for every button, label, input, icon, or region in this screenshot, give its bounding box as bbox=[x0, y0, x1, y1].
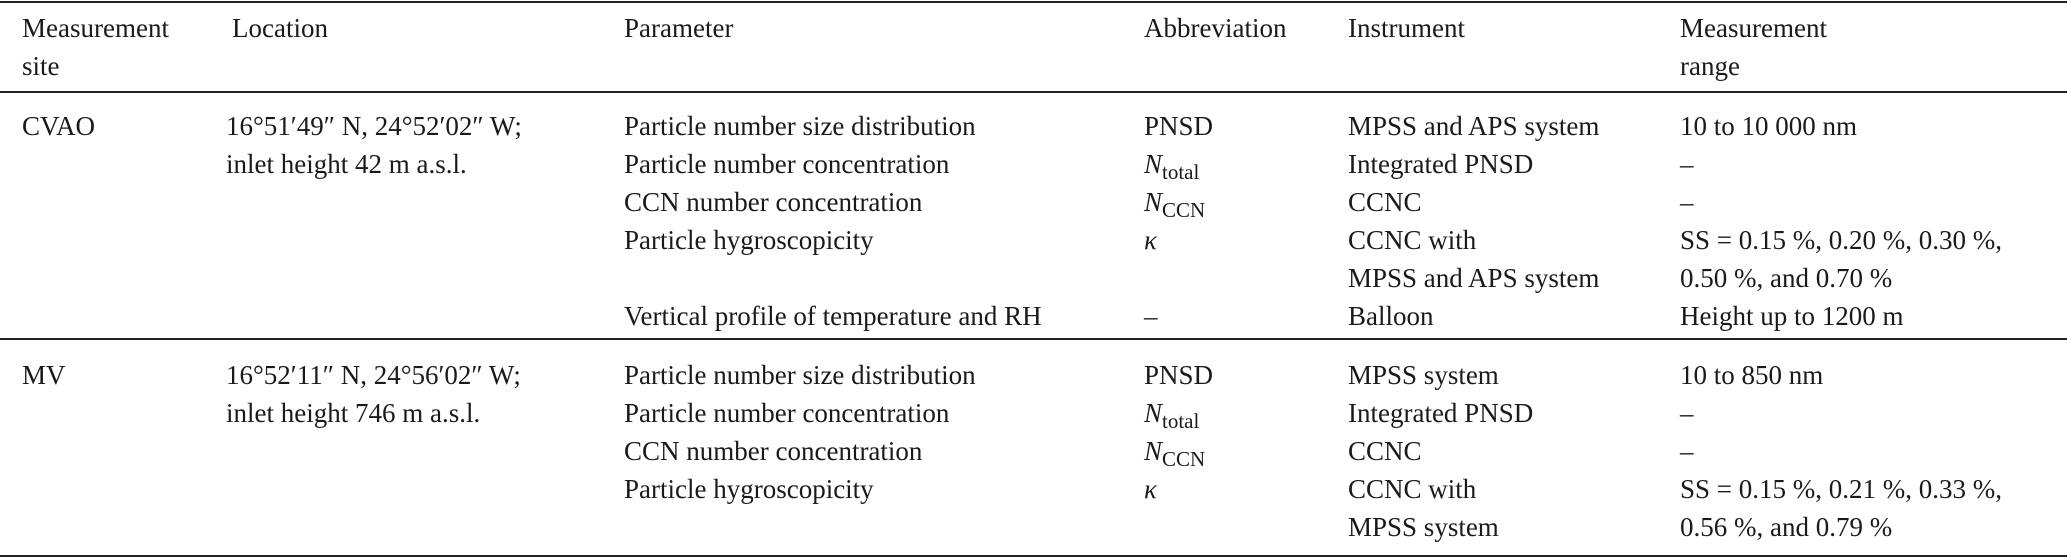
range-mv-2: – bbox=[1680, 398, 1694, 428]
instrument-mv-5: MPSS system bbox=[1348, 512, 1499, 542]
range-cvao-3: – bbox=[1680, 187, 1694, 217]
range-mv-1: 10 to 850 nm bbox=[1680, 360, 1824, 390]
location-cvao-line2: inlet height 42 m a.s.l. bbox=[226, 149, 467, 179]
header-instrument: Instrument bbox=[1348, 13, 1465, 43]
abbr-main: N bbox=[1144, 187, 1163, 217]
header-location: Location bbox=[232, 13, 328, 43]
abbr-main: N bbox=[1144, 436, 1163, 466]
abbr-main: N bbox=[1144, 398, 1163, 428]
location-mv-line1: 16°52′11″ N, 24°56′02″ W; bbox=[226, 360, 521, 390]
instrument-cvao-2: Integrated PNSD bbox=[1348, 149, 1534, 179]
abbr-main: N bbox=[1144, 149, 1163, 179]
instrument-cvao-6: Balloon bbox=[1348, 301, 1434, 331]
location-mv-line2: inlet height 746 m a.s.l. bbox=[226, 398, 481, 428]
abbreviation-mv-4: κ bbox=[1144, 474, 1157, 504]
top-rule bbox=[0, 1, 2067, 3]
abbreviation-cvao-3 bbox=[1144, 183, 1205, 221]
abbreviation-cvao-2 bbox=[1144, 145, 1199, 183]
parameter-cvao-3: CCN number concentration bbox=[624, 187, 923, 217]
abbreviation-mv-1: PNSD bbox=[1144, 360, 1214, 390]
header-abbreviation: Abbreviation bbox=[1144, 13, 1287, 43]
parameter-cvao-1: Particle number size distribution bbox=[624, 111, 976, 141]
parameter-mv-2: Particle number concentration bbox=[624, 398, 950, 428]
range-mv-5: 0.56 %, and 0.79 % bbox=[1680, 512, 1893, 542]
header-site-line2: site bbox=[22, 51, 60, 81]
parameter-cvao-5: Vertical profile of temperature and RH bbox=[624, 301, 1042, 331]
bottom-rule bbox=[0, 555, 2067, 557]
instrument-mv-2: Integrated PNSD bbox=[1348, 398, 1534, 428]
range-cvao-1: 10 to 10 000 nm bbox=[1680, 111, 1858, 141]
range-mv-3: – bbox=[1680, 436, 1694, 466]
range-cvao-6: Height up to 1200 m bbox=[1680, 301, 1904, 331]
site-mv: MV bbox=[22, 360, 66, 390]
instrument-cvao-3: CCNC bbox=[1348, 187, 1422, 217]
abbreviation-cvao-1: PNSD bbox=[1144, 111, 1214, 141]
abbreviation-mv-2 bbox=[1144, 394, 1199, 432]
instrument-mv-1: MPSS system bbox=[1348, 360, 1499, 390]
header-parameter: Parameter bbox=[624, 13, 734, 43]
abbreviation-cvao-4: κ bbox=[1144, 225, 1157, 255]
instrument-mv-3: CCNC bbox=[1348, 436, 1422, 466]
parameter-mv-4: Particle hygroscopicity bbox=[624, 474, 874, 504]
parameter-mv-1: Particle number size distribution bbox=[624, 360, 976, 390]
parameter-cvao-2: Particle number concentration bbox=[624, 149, 950, 179]
range-mv-4: SS = 0.15 %, 0.21 %, 0.33 %, bbox=[1680, 474, 2002, 504]
abbr-sub: total bbox=[1162, 409, 1200, 433]
abbreviation-mv-3 bbox=[1144, 432, 1205, 470]
instrument-cvao-4: CCNC with bbox=[1348, 225, 1477, 255]
abbr-sub: CCN bbox=[1162, 447, 1206, 471]
range-cvao-5: 0.50 %, and 0.70 % bbox=[1680, 263, 1893, 293]
range-cvao-4: SS = 0.15 %, 0.20 %, 0.30 %, bbox=[1680, 225, 2002, 255]
instrument-cvao-5: MPSS and APS system bbox=[1348, 263, 1600, 293]
site-cvao: CVAO bbox=[22, 111, 96, 141]
parameter-mv-3: CCN number concentration bbox=[624, 436, 923, 466]
header-range-line2: range bbox=[1680, 51, 1740, 81]
group-rule bbox=[0, 338, 2067, 340]
instrument-mv-4: CCNC with bbox=[1348, 474, 1477, 504]
location-cvao-line1: 16°51′49″ N, 24°52′02″ W; bbox=[226, 111, 522, 141]
header-range-line1: Measurement bbox=[1680, 13, 1827, 43]
abbr-sub: total bbox=[1162, 160, 1200, 184]
header-rule bbox=[0, 91, 2067, 93]
abbr-sub: CCN bbox=[1162, 198, 1206, 222]
parameter-cvao-4: Particle hygroscopicity bbox=[624, 225, 874, 255]
abbreviation-cvao-5: – bbox=[1144, 301, 1158, 331]
instrument-cvao-1: MPSS and APS system bbox=[1348, 111, 1600, 141]
range-cvao-2: – bbox=[1680, 149, 1694, 179]
header-site-line1: Measurement bbox=[22, 13, 169, 43]
